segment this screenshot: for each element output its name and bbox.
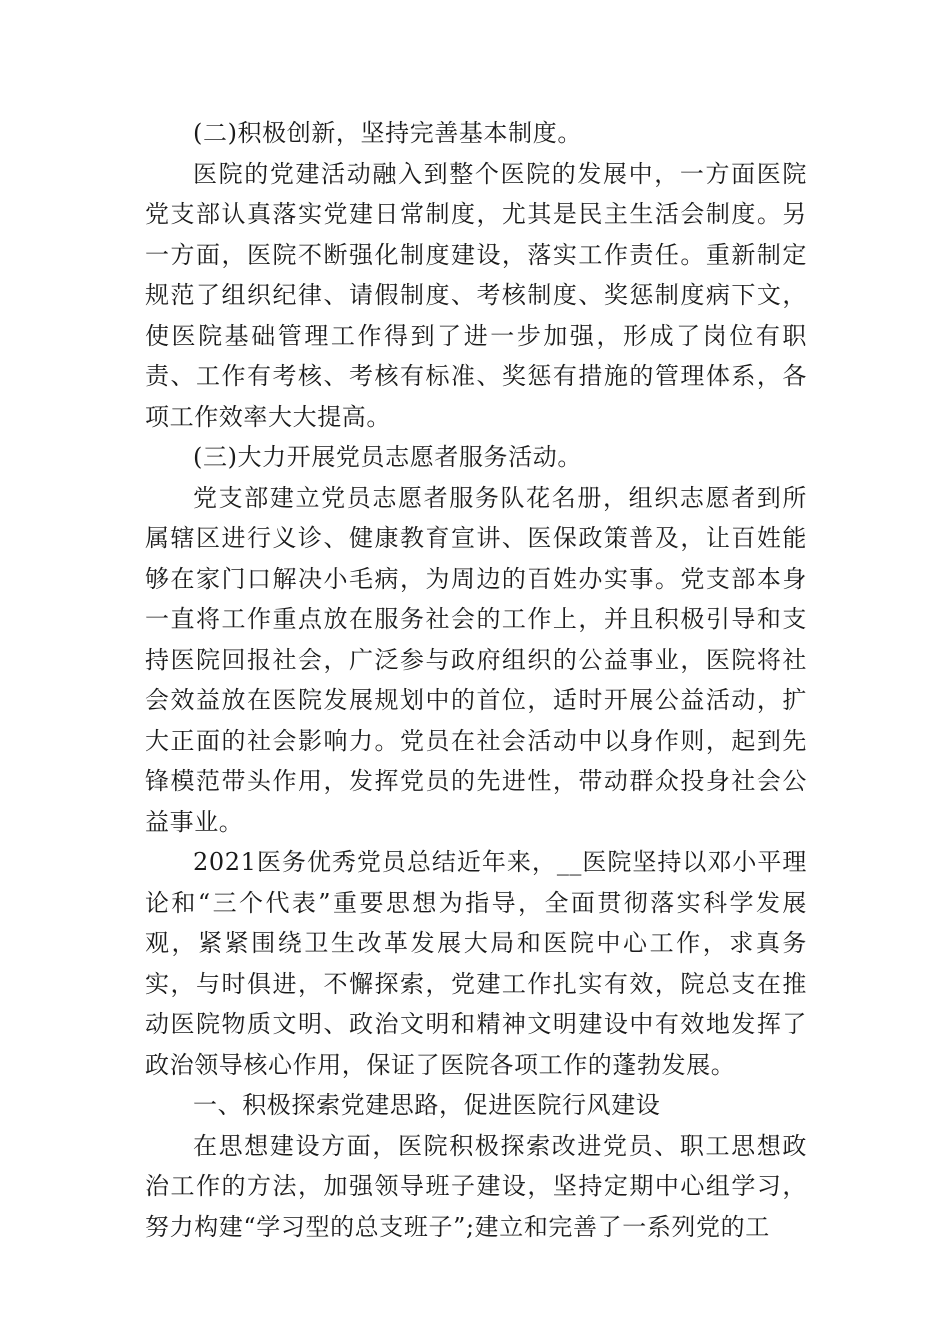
- paragraph-ideological-building: 在思想建设方面，医院积极探索改进党员、职工思想政治工作的方法，加强领导班子建设，坚持定期中心组学习，努力构建“学习型的总支班子”;建立和完善了一系列党的工: [145, 1131, 807, 1241]
- paragraph-summary-2021: 2021医务优秀党员总结近年来，__医院坚持以邓小平理论和“三个代表”重要思想为指导，全面贯彻落实科学发展观，紧紧围绕卫生改革发展大局和医院中心工作，求真务实，与时俱进，不懈探索，党建工作扎实有效，院总支在推动医院物质文明、政治文明和精神文明建设中有效地发挥了政治领导核心作用，保证了医院各项工作的蓬勃发展。: [145, 848, 807, 1079]
- section-heading-innovation: (二)积极创新，坚持完善基本制度。: [193, 119, 582, 147]
- section-heading-party-building: 一、积极探索党建思路，促进医院行风建设: [193, 1091, 661, 1119]
- paragraph-volunteer-service: 党支部建立党员志愿者服务队花名册，组织志愿者到所属辖区进行义诊、健康教育宣讲、医保政策普及，让百姓能够在家门口解决小毛病，为周边的百姓办实事。党支部本身一直将工作重点放在服务社会的工作上，并且积极引导和支持医院回报社会，广泛参与政府组织的公益事业，医院将社会效益放在医院发展规划中的首位，适时开展公益活动，扩大正面的社会影响力。党员在社会活动中以身作则，起到先锋模范带头作用，发挥党员的先进性，带动群众投身社会公益事业。: [145, 483, 807, 836]
- section-heading-volunteer: (三)大力开展党员志愿者服务活动。: [193, 443, 582, 471]
- paragraph-system-building: 医院的党建活动融入到整个医院的发展中，一方面医院党支部认真落实党建日常制度，尤其是民主生活会制度。另一方面，医院不断强化制度建设，落实工作责任。重新制定规范了组织纪律、请假制度、考核制度、奖惩制度病下文，使医院基础管理工作得到了进一步加强，形成了岗位有职责、工作有考核、考核有标准、奖惩有措施的管理体系，各项工作效率大大提高。: [145, 159, 807, 431]
- document-body: [145, 113, 807, 1247]
